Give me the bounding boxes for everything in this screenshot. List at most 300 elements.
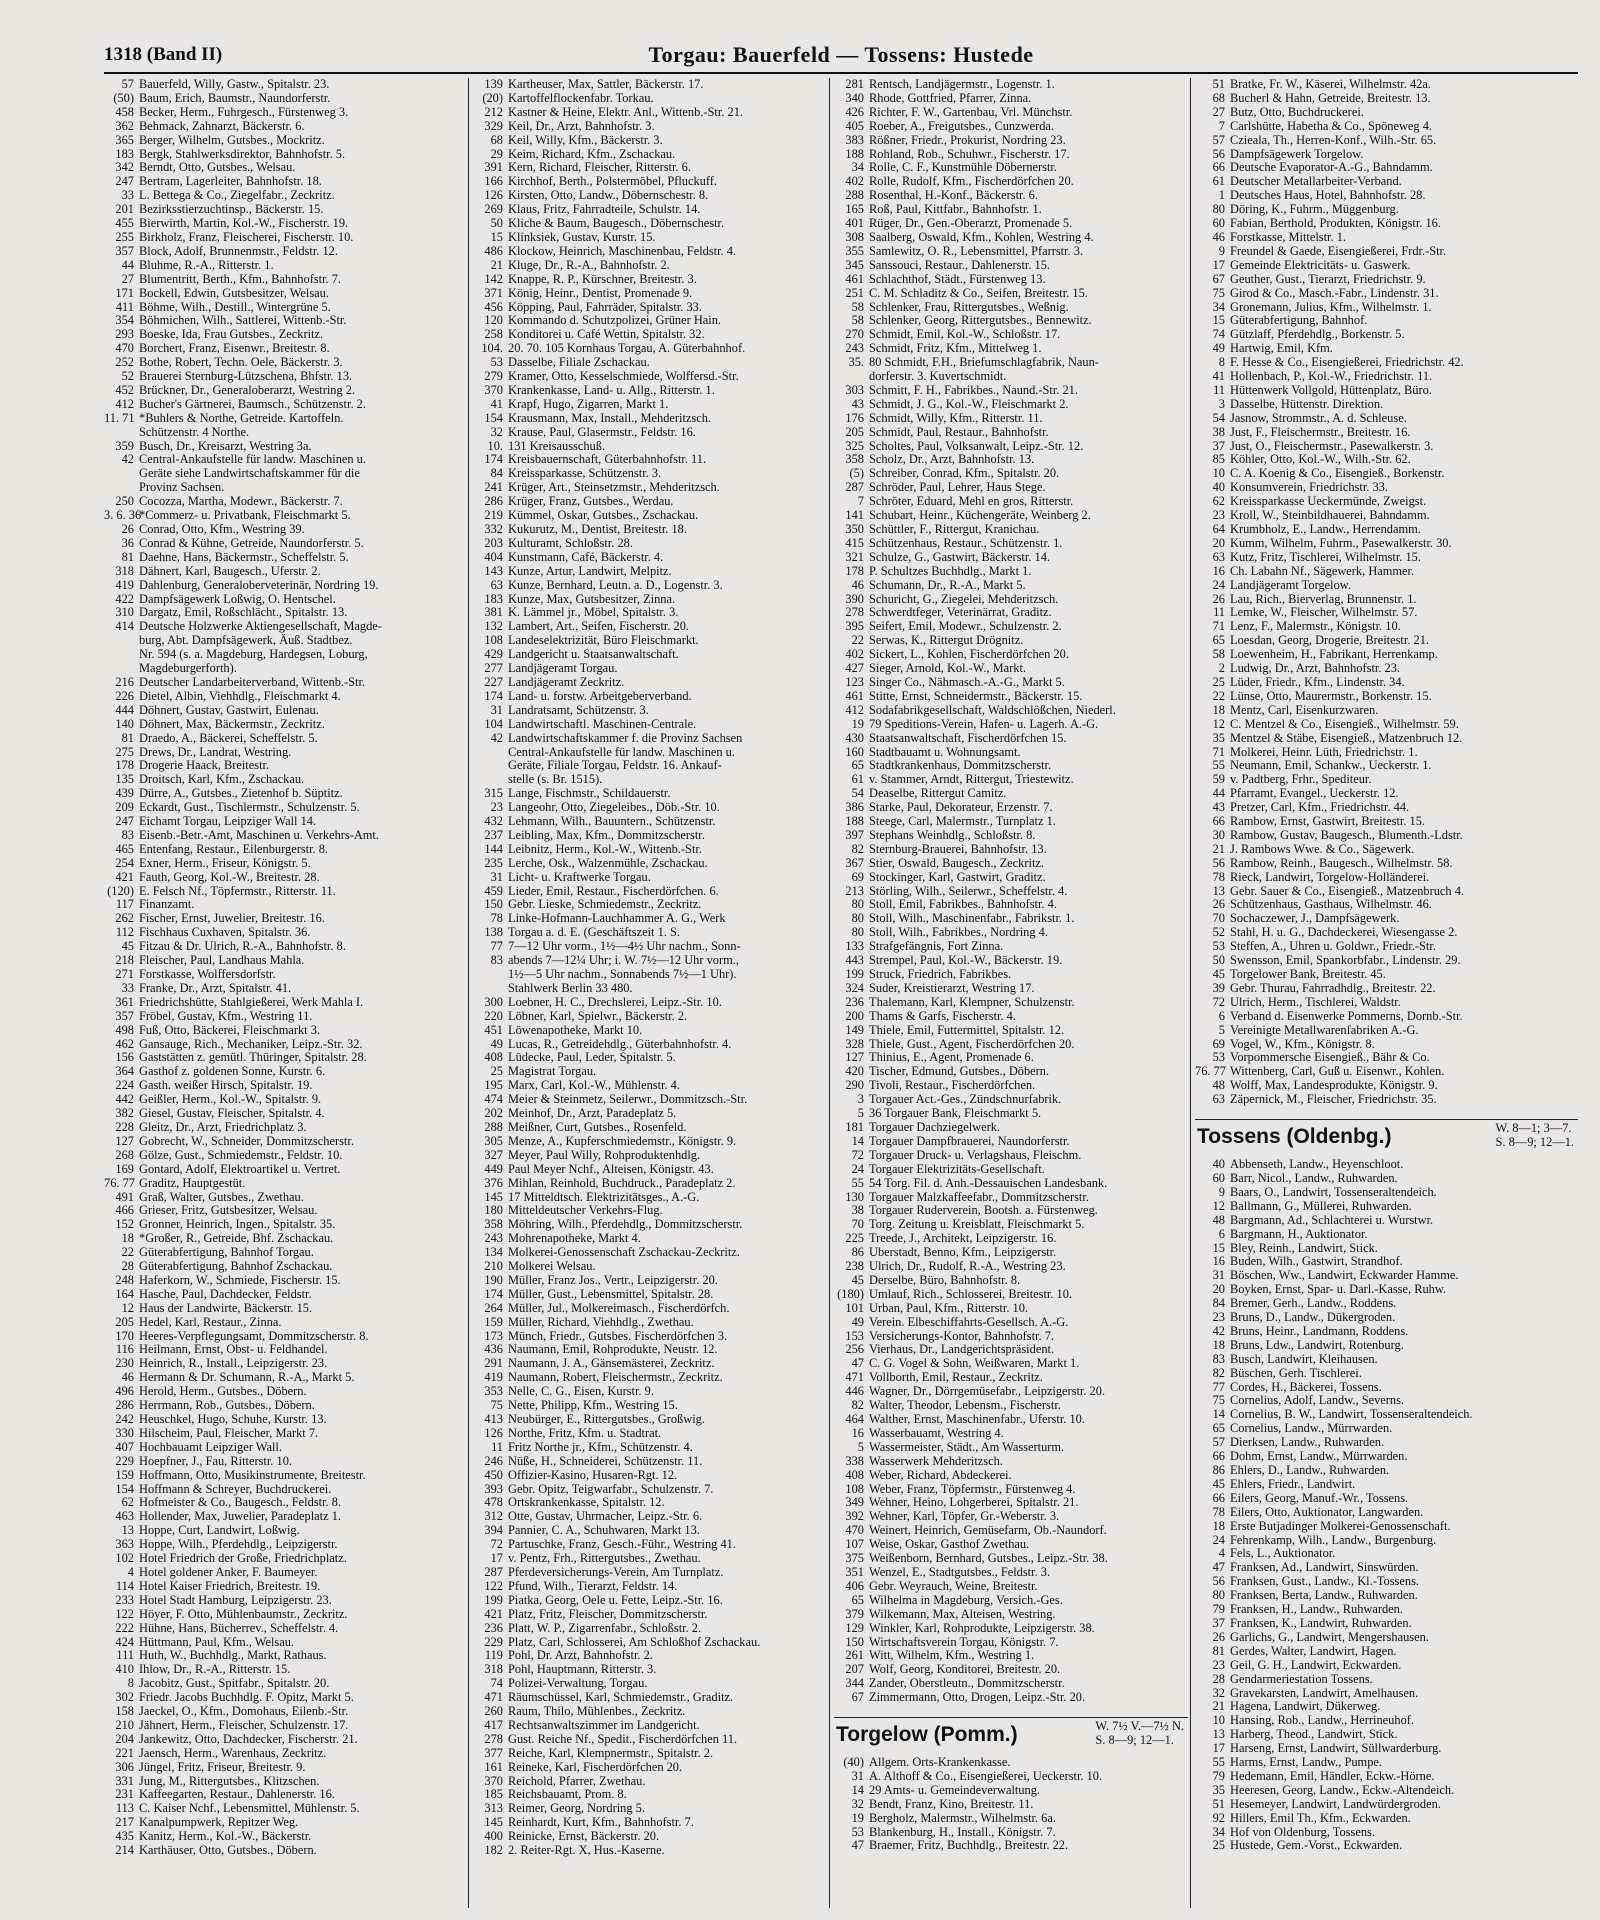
entry-text: Hagena, Landwirt, Dükerweg. xyxy=(1230,1700,1381,1714)
phone-number: 45 xyxy=(1212,968,1225,981)
entry-text: Landwirtschaftl. Maschinen-Centrale. xyxy=(508,717,697,731)
phone-number: 221 xyxy=(115,1746,134,1760)
phone-number: 327 xyxy=(484,1148,503,1162)
phone-number: 199 xyxy=(845,968,864,981)
entry-text: Dasselbe, Filiale Zschackau. xyxy=(508,356,650,370)
phone-number: 229 xyxy=(115,1454,134,1468)
directory-entry xyxy=(834,1343,1188,1357)
directory-entry xyxy=(473,1260,827,1274)
phone-number: 48 xyxy=(1212,1213,1225,1227)
phone-number: 394 xyxy=(484,1524,503,1538)
entry-text: Krüger, Art., Steinsetzmstr., Mehderitzsch. xyxy=(508,481,720,495)
directory-entry xyxy=(104,273,466,287)
directory-entry xyxy=(1195,1561,1578,1575)
directory-entry xyxy=(834,1371,1188,1385)
entry-text: Meier & Steinmetz, Seilerwr., Dommitzsch.-Str. xyxy=(508,1093,748,1107)
directory-entry xyxy=(104,1469,466,1483)
directory-entry xyxy=(473,134,827,148)
directory-entry xyxy=(834,593,1188,607)
phone-number: (20) xyxy=(482,91,503,105)
directory-entry xyxy=(1195,634,1578,648)
directory-entry xyxy=(1195,1339,1578,1353)
entry-text: Gebr. Thurau, Fahrradhdlg., Breitestr. 22. xyxy=(1230,981,1436,995)
entry-text: Hüttenwerk Vollgold, Hüttenplatz, Büro. xyxy=(1230,383,1432,397)
phone-number: 408 xyxy=(484,1051,503,1065)
entry-text: Loewenheim, H., Fabrikant, Herrenkamp. xyxy=(1230,648,1438,662)
directory-entry xyxy=(104,634,466,648)
phone-number: 3 xyxy=(857,1093,864,1107)
entry-text: Eisenb.-Betr.-Amt, Maschinen u. Verkehrs-Amt. xyxy=(139,828,379,842)
directory-entry xyxy=(104,829,466,843)
directory-entry xyxy=(473,384,827,398)
directory-entry xyxy=(473,1343,827,1357)
phone-number: 271 xyxy=(115,968,134,981)
directory-entry xyxy=(1195,509,1578,523)
directory-entry xyxy=(834,495,1188,509)
entry-text: Singer Co., Nähmasch.-A.-G., Markt 5. xyxy=(869,675,1065,689)
entry-text: Krüger, Franz, Gutsbes., Werdau. xyxy=(508,495,674,509)
entry-text: Franksen, Gust., Landw., Kl.-Tossens. xyxy=(1230,1575,1419,1589)
directory-entry xyxy=(104,843,466,857)
entry-text: Lau, Rich., Bierverlag, Brunnenstr. 1. xyxy=(1230,592,1417,606)
directory-entry xyxy=(473,746,827,760)
entry-text: Franksen, Ad., Landwirt, Sinswürden. xyxy=(1230,1561,1419,1575)
entry-text: Reiche, Karl, Klempnermstr., Spitalstr. 2. xyxy=(508,1746,714,1760)
entry-text: abends 7—12¼ Uhr; i. W. 7½—12 Uhr vorm., xyxy=(508,954,739,968)
directory-entry xyxy=(834,885,1188,899)
entry-text: Brückner, Dr., Generaloberarzt, Westring 2. xyxy=(139,383,356,397)
directory-entry xyxy=(104,1343,466,1357)
entry-text: Walther, Ernst, Maschinenfabr., Uferstr. 10. xyxy=(869,1413,1085,1426)
phone-number: 31 xyxy=(851,1769,864,1783)
directory-entry xyxy=(473,968,827,982)
phone-number: 344 xyxy=(845,1677,864,1691)
directory-entry xyxy=(473,704,827,718)
directory-entry xyxy=(834,1079,1188,1093)
entry-text: Weber, Franz, Töpfermstr., Fürstenweg 4. xyxy=(869,1482,1076,1496)
directory-entry xyxy=(473,301,827,315)
phone-number: 486 xyxy=(484,244,503,258)
entry-text: Kukurutz, M., Dentist, Breitestr. 18. xyxy=(508,523,687,536)
entry-text: J. Rambows Wwe. & Co., Sägewerk. xyxy=(1230,842,1415,856)
phone-number: 46 xyxy=(851,578,864,592)
phone-number: 351 xyxy=(845,1565,864,1579)
directory-entry xyxy=(473,1538,827,1552)
directory-entry xyxy=(1195,1038,1578,1052)
entry-text: Busch, Dr., Kreisarzt, Westring 3a. xyxy=(139,439,312,453)
directory-entry xyxy=(834,801,1188,815)
phone-number: 38 xyxy=(851,1204,864,1218)
entry-text: Lenz, F., Malermstr., Königstr. 10. xyxy=(1230,620,1401,634)
directory-entry xyxy=(834,843,1188,857)
directory-entry xyxy=(104,746,466,760)
phone-number: 405 xyxy=(845,119,864,133)
entry-text: Gronemann, Julius, Kfm., Wilhelmstr. 1. xyxy=(1230,300,1432,314)
entry-text: Tivoli, Restaur., Fischerdörfchen. xyxy=(869,1079,1036,1093)
entry-text: Fleischer, Paul, Landhaus Mahla. xyxy=(139,954,305,968)
entry-text: Stoll, Emil, Fabrikbes., Bahnhofstr. 4. xyxy=(869,898,1057,912)
directory-entry xyxy=(834,523,1188,537)
directory-entry xyxy=(473,912,827,926)
phone-number: 408 xyxy=(845,1468,864,1482)
phone-number: 36 xyxy=(121,536,134,550)
directory-entry xyxy=(104,1246,466,1260)
directory-entry xyxy=(473,1691,827,1705)
entry-text: Schwerdtfeger, Veterinärrat, Graditz. xyxy=(869,606,1052,620)
phone-number: 86 xyxy=(1212,1464,1225,1477)
entry-text: Torgau a. d. E. (Geschäftszeit 1. S. xyxy=(508,926,680,940)
entry-text: Keil, Dr., Arzt, Bahnhofstr. 3. xyxy=(508,119,655,133)
directory-entry xyxy=(473,787,827,801)
entry-text: Busch, Landwirt, Kleihausen. xyxy=(1230,1352,1378,1366)
directory-entry xyxy=(1195,759,1578,773)
phone-number: 330 xyxy=(115,1426,134,1440)
phone-number: 83 xyxy=(490,954,503,968)
entry-text: Vollborth, Emil, Restaur., Zeckritz. xyxy=(869,1371,1043,1385)
directory-entry xyxy=(473,1510,827,1524)
directory-entry xyxy=(104,1483,466,1497)
phone-number: 111 xyxy=(116,1649,134,1663)
entry-text: Conrad & Kühne, Getreide, Naundorferstr. 5. xyxy=(139,536,364,550)
phone-number: 62 xyxy=(121,1496,134,1510)
phone-number: 24 xyxy=(1212,578,1225,592)
entry-text: Wolf, Georg, Konditorei, Breitestr. 20. xyxy=(869,1663,1061,1677)
phone-number: 224 xyxy=(115,1079,134,1093)
directory-entry xyxy=(1195,259,1578,273)
phone-number: 25 xyxy=(1212,675,1225,689)
directory-entry xyxy=(834,620,1188,634)
entry-text: Ludwig, Dr., Arzt, Bahnhofstr. 23. xyxy=(1230,662,1401,676)
entry-text: Stoll, Wilh., Maschinenfabr., Fabrikstr. 1. xyxy=(869,912,1075,926)
entry-text: Hartwig, Emil, Kfm. xyxy=(1230,342,1333,356)
entry-text: Lerche, Osk., Walzenmühle, Zschackau. xyxy=(508,856,708,870)
directory-entry xyxy=(104,732,466,746)
directory-entry xyxy=(1195,1158,1578,1172)
directory-entry xyxy=(1195,1214,1578,1228)
phone-number: 84 xyxy=(1212,1297,1225,1311)
directory-entry xyxy=(104,1775,466,1789)
phone-number: 250 xyxy=(115,495,134,509)
directory-entry xyxy=(473,328,827,342)
entry-text: Hühne, Hans, Bücherrev., Scheffelstr. 4. xyxy=(139,1621,339,1635)
directory-entry xyxy=(834,245,1188,259)
entry-text: Bratke, Fr. W., Käserei, Wilhelmstr. 42a. xyxy=(1230,78,1431,91)
entry-text: Stephans Weinhdlg., Schloßstr. 8. xyxy=(869,828,1036,842)
phone-number: 288 xyxy=(484,1120,503,1134)
phone-number: 61 xyxy=(851,773,864,787)
directory-entry xyxy=(473,273,827,287)
entry-text: Pretzer, Carl, Kfm., Friedrichstr. 44. xyxy=(1230,801,1410,815)
entry-text: Wolff, Max, Landesprodukte, Königstr. 9. xyxy=(1230,1079,1438,1093)
phone-number: 92 xyxy=(1212,1811,1225,1825)
directory-entry xyxy=(1195,384,1578,398)
phone-number: 64 xyxy=(1212,523,1225,536)
phone-number: 159 xyxy=(484,1315,503,1329)
entry-text: F. Hesse & Co., Eisengießerei, Friedrichstr. 42. xyxy=(1230,356,1464,370)
directory-entry xyxy=(834,467,1188,481)
directory-entry xyxy=(104,161,466,175)
phone-number: 20 xyxy=(1212,1283,1225,1297)
entry-text: Graditz, Hauptgestüt. xyxy=(139,1176,246,1190)
entry-text: Landwirtschaftskammer f. die Provinz Sachsen xyxy=(508,731,743,745)
directory-entry xyxy=(834,746,1188,760)
phone-number: 53 xyxy=(1212,1051,1225,1065)
phone-number: 498 xyxy=(115,1023,134,1037)
directory-entry xyxy=(104,1163,466,1177)
entry-text: Hedemann, Emil, Händler, Eckw.-Hörne. xyxy=(1230,1769,1435,1783)
phone-number: 355 xyxy=(845,244,864,258)
directory-entry xyxy=(104,773,466,787)
entry-text: Leibnitz, Herm., Kol.-W., Wittenb.-Str. xyxy=(508,842,702,856)
phone-number: 164 xyxy=(115,1287,134,1301)
directory-entry xyxy=(473,857,827,871)
directory-entry xyxy=(473,440,827,454)
phone-number: 25 xyxy=(490,1065,503,1079)
directory-entry xyxy=(1195,551,1578,565)
directory-entry xyxy=(1195,398,1578,412)
phone-number: 462 xyxy=(115,1037,134,1051)
entry-text: Erste Butjadinger Molkerei-Genossenschaft. xyxy=(1230,1519,1451,1533)
directory-entry xyxy=(473,1483,827,1497)
directory-entry xyxy=(473,1469,827,1483)
phone-number: 363 xyxy=(115,1538,134,1552)
directory-entry xyxy=(104,287,466,301)
phone-number: 174 xyxy=(484,689,503,703)
entry-text: Krausmann, Max, Install., Mehderitzsch. xyxy=(508,411,712,425)
phone-number: 112 xyxy=(115,926,134,940)
entry-text: Eilers, Georg, Manuf.-Wr., Tossens. xyxy=(1230,1491,1409,1505)
directory-entry xyxy=(1195,426,1578,440)
directory-entry xyxy=(834,996,1188,1010)
entry-text: Hoffmann, Otto, Musikinstrumente, Breitestr. xyxy=(139,1468,366,1482)
phone-number: 134 xyxy=(484,1246,503,1260)
phone-number: 26 xyxy=(1212,592,1225,606)
directory-entry xyxy=(104,579,466,593)
entry-text: Köpping, Paul, Fahrräder, Spitalstr. 33. xyxy=(508,300,702,314)
entry-text: Kunze, Bernhard, Leutn. a. D., Logenstr. 3. xyxy=(508,578,723,592)
directory-entry xyxy=(473,1038,827,1052)
directory-entry xyxy=(1195,620,1578,634)
directory-entry xyxy=(473,1177,827,1191)
phone-number: 365 xyxy=(115,133,134,147)
directory-entry xyxy=(1195,175,1578,189)
directory-entry xyxy=(1195,481,1578,495)
entry-text: Karthäuser, Otto, Gutsbes., Döbern. xyxy=(139,1844,317,1858)
phone-number: 152 xyxy=(115,1218,134,1232)
entry-text: Weise, Oskar, Gasthof Zwethau. xyxy=(869,1538,1030,1552)
directory-entry xyxy=(1195,231,1578,245)
directory-entry xyxy=(104,467,466,481)
directory-entry xyxy=(104,551,466,565)
entry-text: Nüße, H., Schneiderei, Schützenstr. 11. xyxy=(508,1454,703,1468)
entry-text: Bruns, Heinr., Landmann, Roddens. xyxy=(1230,1324,1409,1338)
entry-text: Platz, Carl, Schlosserei, Am Schloßhof Zschackau. xyxy=(508,1635,761,1649)
phone-number: 69 xyxy=(1212,1037,1225,1051)
directory-entry xyxy=(473,481,827,495)
entry-text: Platz, Fritz, Fleischer, Dommitzscherstr. xyxy=(508,1607,708,1621)
entry-text: Reinicke, Ernst, Bäckerstr. 20. xyxy=(508,1830,660,1844)
entry-text: Wehner, Karl, Töpfer, Gr.-Weberstr. 3. xyxy=(869,1510,1060,1524)
directory-entry xyxy=(1195,1673,1578,1687)
entry-text: Bremer, Gerh., Landw., Roddens. xyxy=(1230,1297,1397,1311)
entry-text: Neubürger, E., Rittergutsbes., Großwig. xyxy=(508,1413,705,1426)
phone-number: 216 xyxy=(115,675,134,689)
entry-text: 36 Torgauer Bank, Fleischmarkt 5. xyxy=(869,1107,1042,1121)
directory-entry xyxy=(1195,1242,1578,1256)
phone-number: 23 xyxy=(1212,1311,1225,1325)
phone-number: 149 xyxy=(845,1023,864,1037)
directory-entry xyxy=(104,259,466,273)
phone-number: 419 xyxy=(115,578,134,592)
directory-entry xyxy=(104,871,466,885)
phone-number: 150 xyxy=(845,1635,864,1649)
phone-number: 195 xyxy=(484,1079,503,1093)
entry-text: Polizei-Verwaltung, Torgau. xyxy=(508,1677,648,1691)
entry-text: Cornelius, Landw., Mürrwarden. xyxy=(1230,1422,1393,1436)
entry-text: Franke, Dr., Arzt, Spitalstr. 41. xyxy=(139,981,292,995)
directory-entry xyxy=(473,509,827,523)
entry-text: Krankenkasse, Land- u. Allg., Ritterstr. 1. xyxy=(508,383,715,397)
entry-text: Haferkorn, W., Schmiede, Fischerstr. 15. xyxy=(139,1273,341,1287)
phone-number: 471 xyxy=(845,1371,864,1385)
phone-number: 318 xyxy=(115,564,134,578)
directory-entry xyxy=(104,1357,466,1371)
phone-number: 133 xyxy=(845,940,864,954)
entry-text: Dietel, Albin, Viehhdlg., Fleischmarkt 4. xyxy=(139,689,341,703)
directory-entry xyxy=(834,481,1188,495)
directory-entry xyxy=(834,718,1188,732)
directory-entry xyxy=(1195,1812,1578,1826)
phone-number: 10. xyxy=(487,439,503,453)
entry-text: Zäpernick, M., Fleischer, Friedrichstr. 35. xyxy=(1230,1093,1437,1107)
directory-entry xyxy=(104,1427,466,1441)
phone-number: 278 xyxy=(484,1732,503,1746)
phone-number: 28 xyxy=(121,1260,134,1274)
phone-number: 63 xyxy=(490,578,503,592)
column-1 xyxy=(104,78,466,1908)
entry-text: Torgauer Dampfbrauerei, Naundorferstr. xyxy=(869,1134,1070,1148)
phone-number: 436 xyxy=(484,1343,503,1357)
phone-number: 65 xyxy=(1212,634,1225,648)
directory-entry xyxy=(473,398,827,412)
directory-entry xyxy=(473,523,827,537)
entry-text: Schmidt, Fritz, Kfm., Mittelweg 1. xyxy=(869,342,1042,356)
directory-entry xyxy=(1195,342,1578,356)
phone-number: 41 xyxy=(490,397,503,411)
entry-text: Umlauf, Rich., Schlosserei, Breitestr. 10. xyxy=(869,1287,1073,1301)
entry-text: Hollenbach, P., Kol.-W., Friedrichstr. 11. xyxy=(1230,370,1433,384)
phone-number: 80 xyxy=(1212,1589,1225,1603)
entry-text: Thiele, Emil, Futtermittel, Spitalstr. 12. xyxy=(869,1023,1065,1037)
phone-number: 313 xyxy=(484,1802,503,1816)
phone-number: 81 xyxy=(121,731,134,745)
phone-number: 38 xyxy=(1212,425,1225,439)
directory-entry xyxy=(834,1093,1188,1107)
phone-number: 312 xyxy=(484,1510,503,1524)
entry-text: Lüdecke, Paul, Leder, Spitalstr. 5. xyxy=(508,1051,676,1065)
directory-entry xyxy=(104,912,466,926)
phone-number: 56 xyxy=(1212,1575,1225,1589)
entry-text: Ulrich, Dr., Rudolf, R.-A., Westring 23. xyxy=(869,1260,1066,1274)
directory-entry xyxy=(104,1149,466,1163)
phone-number: 78 xyxy=(1212,870,1225,884)
phone-number: 402 xyxy=(845,175,864,189)
phone-number: 286 xyxy=(115,1399,134,1413)
directory-entry xyxy=(104,1844,466,1858)
directory-entry xyxy=(473,92,827,106)
phone-number: 123 xyxy=(845,675,864,689)
entry-text: Stier, Oswald, Baugesch., Zeckritz. xyxy=(869,856,1044,870)
phone-number: 14 xyxy=(1212,1408,1225,1422)
entry-text: Scholtes, Paul, Volksanwalt, Leipz.-Str. 12. xyxy=(869,439,1084,453)
directory-entry xyxy=(1195,1269,1578,1283)
entry-text: Huth, W., Buchhdlg., Markt, Rathaus. xyxy=(139,1649,327,1663)
directory-entry xyxy=(834,120,1188,134)
directory-entry xyxy=(1195,78,1578,92)
phone-number: 465 xyxy=(115,842,134,856)
directory-entry xyxy=(834,704,1188,718)
entry-text: Kartoffelflockenfabr. Torkau. xyxy=(508,91,654,105)
entry-text: Fröbel, Gustav, Kfm., Westring 11. xyxy=(139,1009,313,1023)
directory-entry xyxy=(104,982,466,996)
directory-entry xyxy=(104,676,466,690)
directory-entry xyxy=(104,648,466,662)
entry-text: Dierksen, Landw., Ruhwarden. xyxy=(1230,1436,1385,1450)
directory-entry xyxy=(834,1826,1188,1840)
directory-entry xyxy=(834,106,1188,120)
phone-number: 207 xyxy=(845,1663,864,1677)
directory-entry xyxy=(473,1775,827,1789)
phone-number: 65 xyxy=(851,1593,864,1607)
directory-entry xyxy=(473,1663,827,1677)
directory-entry xyxy=(1195,1547,1578,1561)
phone-number: 13 xyxy=(121,1524,134,1538)
entry-text: Hoppe, Wilh., Pferdehdlg., Leipzigerstr. xyxy=(139,1538,338,1552)
section-title: Torgelow (Pomm.) xyxy=(836,1723,1018,1747)
directory-entry xyxy=(834,829,1188,843)
phone-number: 382 xyxy=(115,1107,134,1121)
directory-entry xyxy=(1195,287,1578,301)
directory-entry xyxy=(834,1770,1188,1784)
directory-entry xyxy=(104,398,466,412)
phone-number: 83 xyxy=(1212,1352,1225,1366)
phone-number: 310 xyxy=(115,606,134,620)
phone-number: 45 xyxy=(1212,1477,1225,1491)
directory-entry xyxy=(1195,1353,1578,1367)
directory-entry xyxy=(834,217,1188,231)
entry-text: Cordes, H., Bäckerei, Tossens. xyxy=(1230,1380,1382,1394)
entry-text: Versicherungs-Kontor, Bahnhofstr. 7. xyxy=(869,1329,1054,1343)
directory-entry xyxy=(1195,92,1578,106)
directory-entry xyxy=(834,1566,1188,1580)
entry-text: Rosenthal, H.-Konf., Bäckerstr. 6. xyxy=(869,189,1038,203)
entry-text: Otte, Gustav, Uhrmacher, Leipz.-Str. 6. xyxy=(508,1510,703,1524)
phone-number: 32 xyxy=(1212,1686,1225,1700)
phone-number: 359 xyxy=(115,439,134,453)
entry-text: Harseng, Ernst, Landwirt, Süllwarderburg. xyxy=(1230,1742,1442,1756)
directory-entry xyxy=(834,1636,1188,1650)
directory-entry xyxy=(834,982,1188,996)
phone-number: 305 xyxy=(484,1134,503,1148)
phone-number: 214 xyxy=(115,1844,134,1858)
entry-text: Rüger, Dr., Gen.-Oberarzt, Promenade 5. xyxy=(869,217,1073,231)
phone-number: 236 xyxy=(845,995,864,1009)
phone-number: 315 xyxy=(484,787,503,801)
entry-text: Bergk, Stahlwerksdirektor, Bahnhofstr. 5. xyxy=(139,147,346,161)
directory-entry xyxy=(104,1330,466,1344)
phone-number: 32 xyxy=(851,1797,864,1811)
phone-number: 30 xyxy=(1212,828,1225,842)
